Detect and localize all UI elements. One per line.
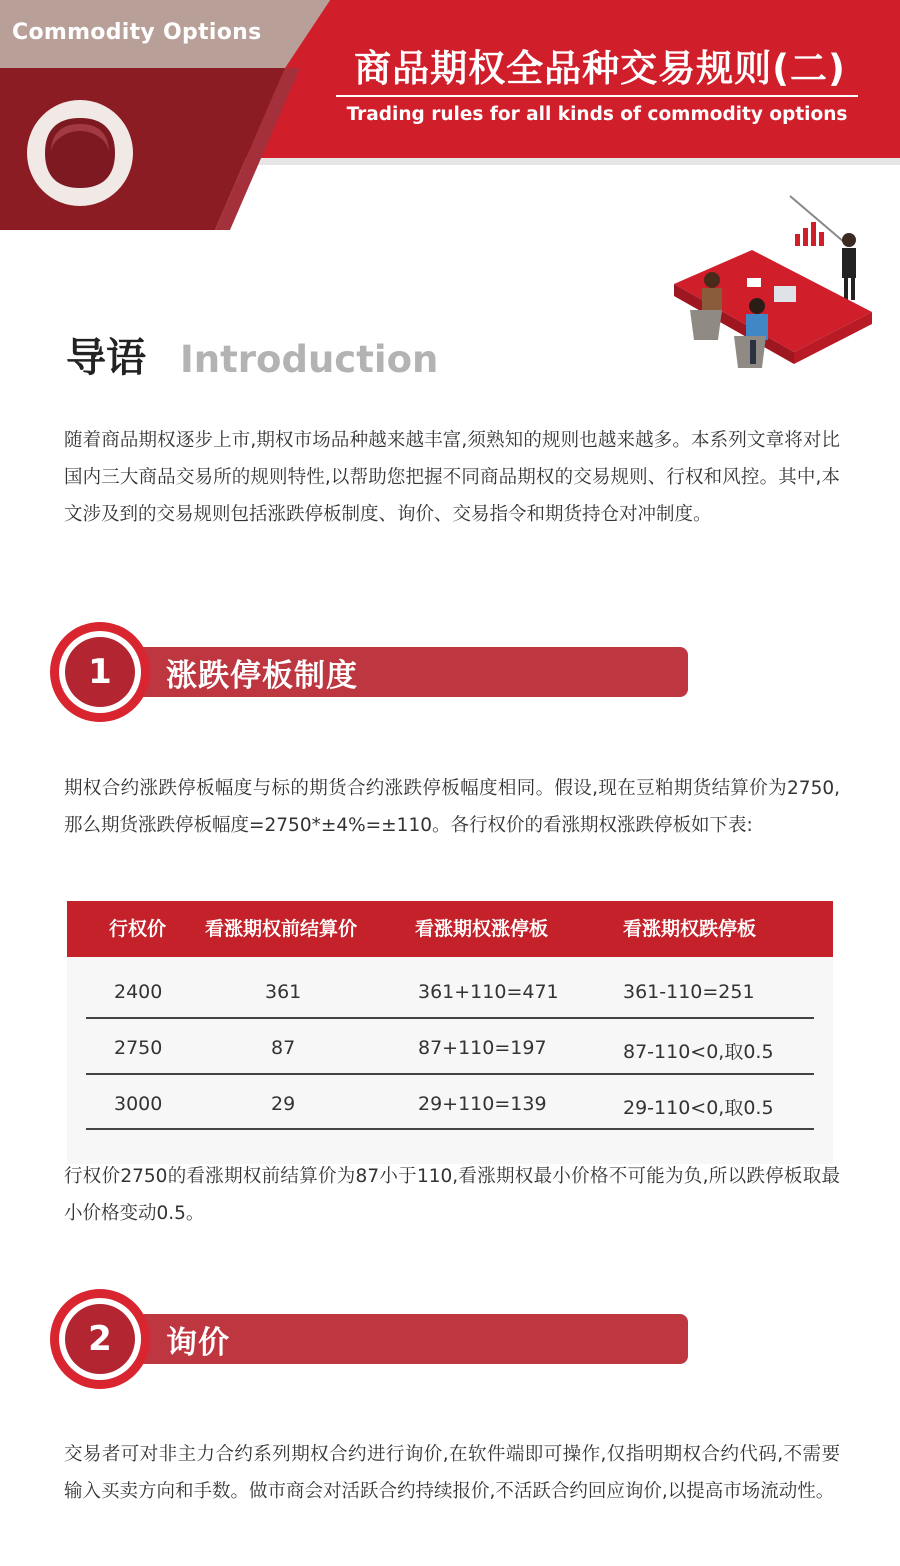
- table-cell: 29+110=139: [418, 1093, 547, 1115]
- table-cell: 87: [271, 1037, 296, 1059]
- table-body: [67, 957, 833, 1164]
- section-2-paragraph: 交易者可对非主力合约系列期权合约进行询价,在软件端即可操作,仅指明期权合约代码,不需要输入买卖方向和手数。做市商会对活跃合约持续报价,不活跃合约回应询价,以提高市场流动性。: [64, 1444, 840, 1502]
- table-cell: 29-110<0,取0.5: [623, 1097, 774, 1119]
- table-cell: 361-110=251: [623, 981, 755, 1003]
- table-cell: 29: [271, 1093, 296, 1115]
- title-divider: [336, 95, 858, 97]
- table-cell: 361+110=471: [418, 981, 559, 1003]
- page-title: 商品期权全品种交易规则(二): [354, 47, 846, 90]
- table-cell: 361: [265, 981, 302, 1003]
- page-subtitle: Trading rules for all kinds of commodity options: [346, 104, 848, 125]
- section-number-badge: [50, 622, 150, 722]
- section-number: 2: [65, 1304, 135, 1374]
- th-strike: 行权价: [109, 918, 167, 940]
- th-prev-settle: 看涨期权前结算价: [205, 918, 358, 940]
- section-number-badge: [50, 1289, 150, 1389]
- th-limit-down: 看涨期权跌停板: [623, 918, 757, 940]
- intro-heading-en: Introduction: [180, 338, 439, 381]
- intro-paragraph: 随着商品期权逐步上市,期权市场品种越来越丰富,须熟知的规则也越来越多。本系列文章将对比国内三大商品交易所的规则特性,以帮助您把握不同商品期权的交易规则、行权和风控。其中,本文涉及到的交易规则包括涨跌停板制度、询价、交易指令和期货持仓对冲制度。: [64, 430, 840, 525]
- table-cell: 2750: [114, 1037, 163, 1059]
- table-cell: 3000: [114, 1093, 163, 1115]
- meeting-illustration: [662, 192, 877, 392]
- section-number: 1: [65, 637, 135, 707]
- section-title: 询价: [166, 1325, 230, 1361]
- row-divider: [86, 1073, 814, 1075]
- brand-logo-icon: [25, 98, 135, 208]
- table-cell: 87+110=197: [418, 1037, 547, 1059]
- section-1-paragraph: 期权合约涨跌停板幅度与标的期货合约涨跌停板幅度相同。假设,现在豆粕期货结算价为2750,那么期货涨跌停板幅度=2750*±4%=±110。各行权价的看涨期权涨跌停板如下表:: [64, 778, 840, 836]
- table-header: [67, 901, 833, 957]
- intro-heading: 导语: [66, 335, 146, 381]
- section-1-header: [50, 622, 690, 722]
- section-title: 涨跌停板制度: [166, 658, 358, 694]
- table-cell: 87-110<0,取0.5: [623, 1041, 774, 1063]
- section-2-header: [50, 1289, 690, 1389]
- table-note: 行权价2750的看涨期权前结算价为87小于110,看涨期权最小价格不可能为负,所以跌停板取最小价格变动0.5。: [64, 1166, 840, 1224]
- th-limit-up: 看涨期权涨停板: [415, 918, 549, 940]
- table-cell: 2400: [114, 981, 163, 1003]
- row-divider: [86, 1017, 814, 1019]
- row-divider: [86, 1128, 814, 1130]
- header-tag: Commodity Options: [12, 20, 262, 45]
